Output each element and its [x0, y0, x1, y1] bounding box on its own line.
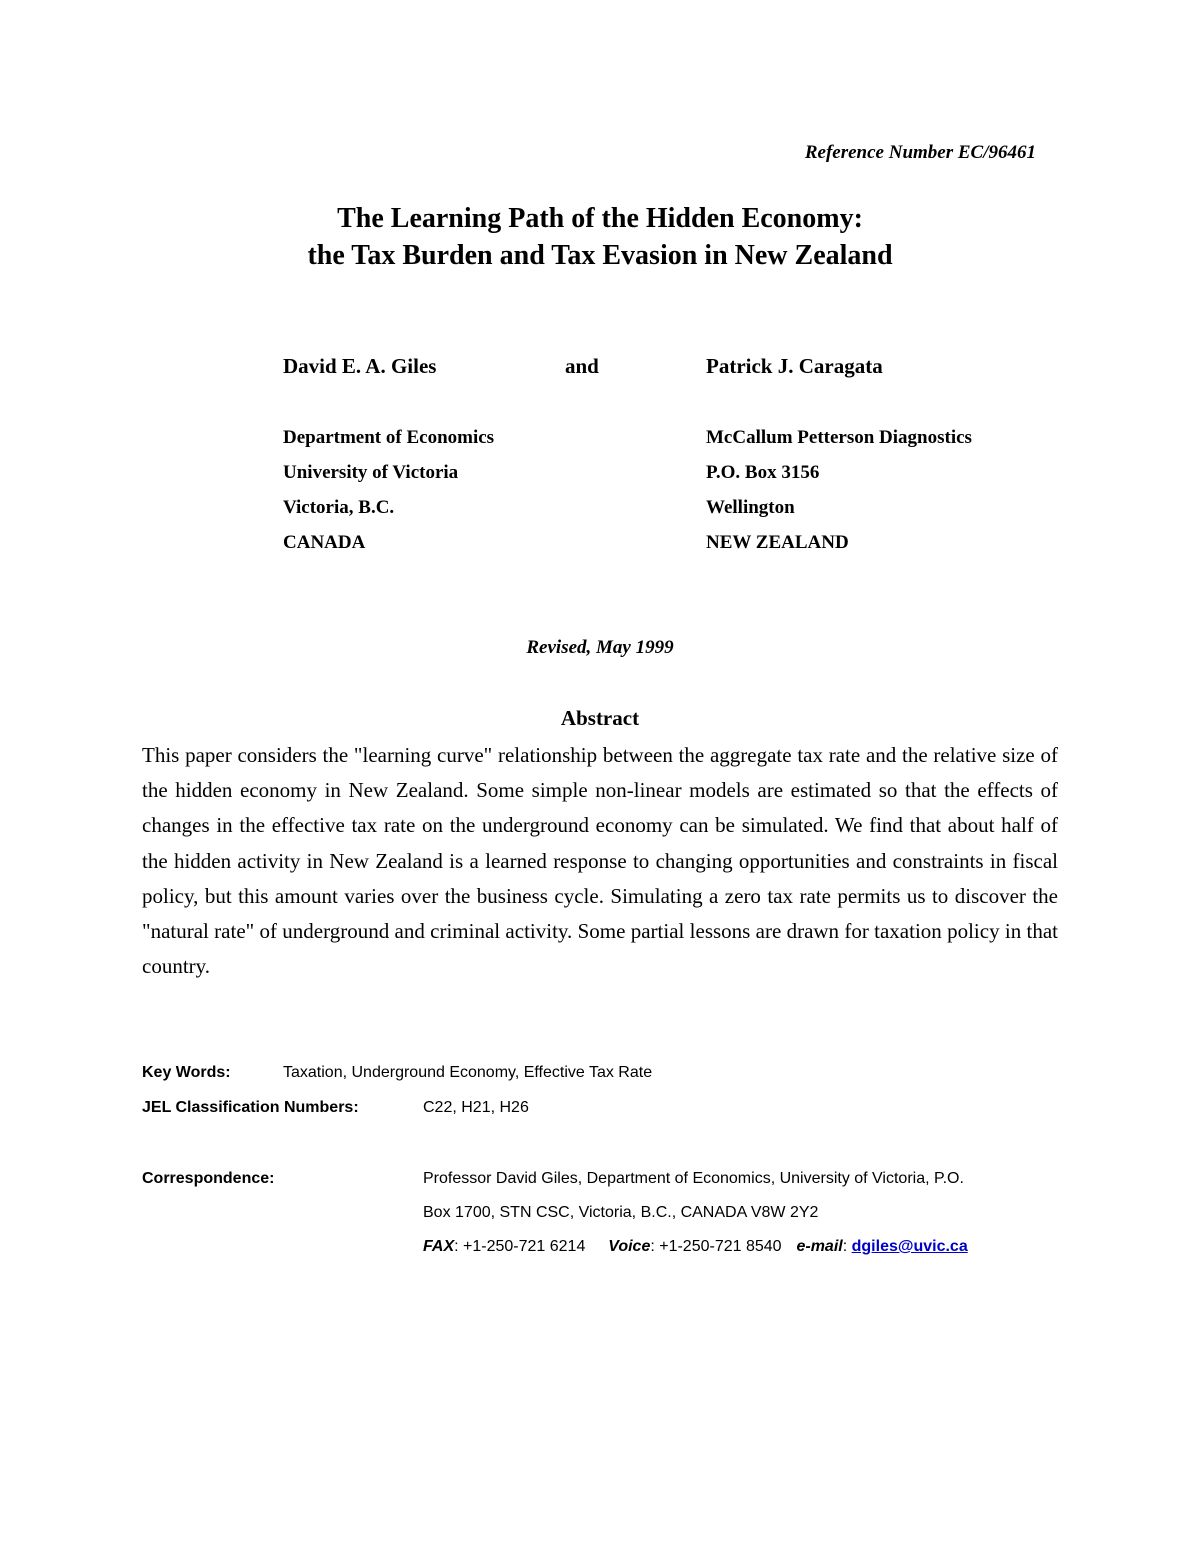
affiliation-1-line: CANADA	[283, 532, 366, 553]
abstract-text: This paper considers the "learning curve" relationship between the aggregate tax rate and the relative size of the hidden economy in New Zealand. Some simple non-linear models are estimated so that the effects of changes in the effective tax rate on the underground economy can be simulated. We find that about half of the hidden activity in New Zealand is a learned response to changing opportunities and constraints in fiscal policy, but this amount varies over the business cycle. Simulating a zero tax rate permits us to discover the "natural rate" of underground and criminal activity. Some partial lessons are drawn for taxation policy in that country.	[142, 743, 1058, 979]
correspondence-block	[423, 1162, 1063, 1264]
affiliation-2-line: McCallum Petterson Diagnostics	[706, 427, 972, 448]
revision-date: Revised, May 1999	[526, 637, 674, 658]
paper-title-line-2: the Tax Burden and Tax Evasion in New Zealand	[307, 240, 893, 271]
affiliation-1-line: Victoria, B.C.	[283, 497, 395, 518]
affiliation-2-line: P.O. Box 3156	[706, 462, 820, 483]
fax-number: : +1-250-721 6214	[454, 1238, 586, 1255]
keywords-label: Key Words:	[142, 1064, 231, 1081]
reference-number: Reference Number EC/96461	[804, 142, 1036, 163]
email-separator: :	[842, 1238, 848, 1255]
voice-label: Voice	[608, 1238, 651, 1255]
paper-title-line-1: The Learning Path of the Hidden Economy:	[337, 203, 863, 234]
correspondence-label: Correspondence:	[142, 1170, 275, 1187]
author-2-name: Patrick J. Caragata	[706, 354, 883, 378]
affiliation-2-line: Wellington	[706, 497, 795, 518]
correspondence-line-2: Box 1700, STN CSC, Victoria, B.C., CANADA V8W 2Y2	[423, 1204, 819, 1221]
fax-label: FAX	[423, 1238, 455, 1255]
authors-conjunction: and	[565, 354, 599, 378]
affiliation-1-line: Department of Economics	[283, 427, 495, 448]
abstract-heading: Abstract	[560, 706, 640, 730]
email-link[interactable]: dgiles@uvic.ca	[851, 1238, 968, 1255]
affiliation-2-line: NEW ZEALAND	[706, 532, 849, 553]
email-label: e-mail	[796, 1238, 843, 1255]
affiliation-1-line: University of Victoria	[283, 462, 459, 483]
jel-value: C22, H21, H26	[423, 1099, 529, 1116]
voice-number: : +1-250-721 8540	[650, 1238, 782, 1255]
correspondence-line-1: Professor David Giles, Department of Economics, University of Victoria, P.O.	[423, 1170, 964, 1187]
author-1-name: David E. A. Giles	[283, 354, 437, 378]
jel-label: JEL Classification Numbers:	[142, 1099, 359, 1116]
contact-line	[423, 1230, 1063, 1264]
keywords-value: Taxation, Underground Economy, Effective Tax Rate	[283, 1064, 653, 1081]
